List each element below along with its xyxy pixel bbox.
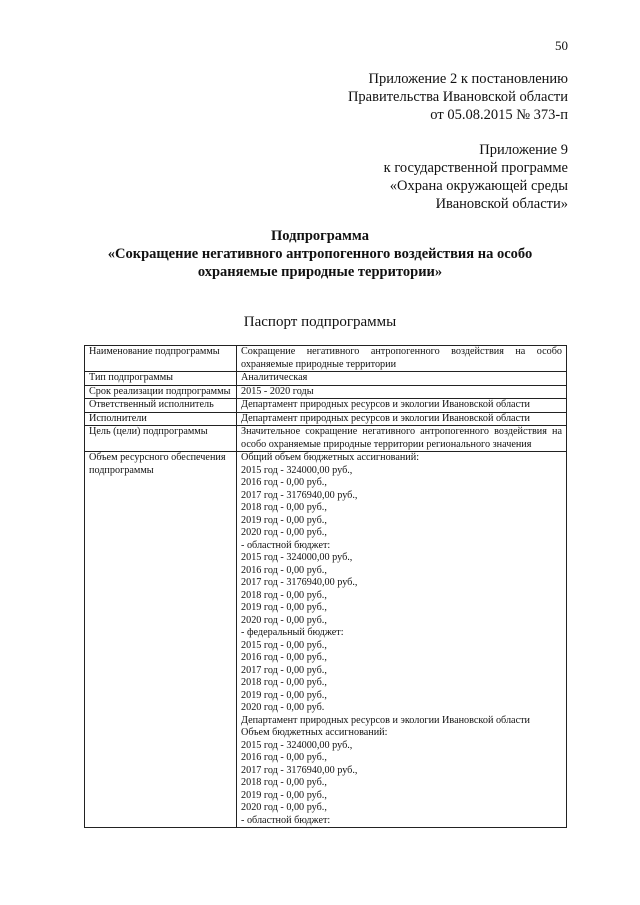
row-value: Сокращение негативного антропогенного воздействия на особо охраняемые природные территории (237, 346, 567, 372)
funding-line: Департамент природных ресурсов и экологии Ивановской области (241, 714, 530, 726)
funding-line: 2017 год - 3176940,00 руб., (241, 764, 358, 776)
funding-line: - областной бюджет: (241, 814, 331, 826)
funding-line: 2018 год - 0,00 руб., (241, 777, 327, 788)
row-label: Цель (цели) подпрограммы (85, 426, 237, 452)
appendix-program-line: «Охрана окружающей среды (389, 178, 568, 194)
table-row (85, 385, 567, 399)
funding-line: - областной бюджет: (241, 539, 331, 551)
title-line: Подпрограмма (271, 228, 369, 244)
funding-label: Объем ресурсного обеспечения подпрограммы (85, 452, 237, 828)
funding-line: Объем бюджетных ассигнований: (241, 727, 388, 738)
funding-line: 2017 год - 3176940,00 руб., (241, 577, 358, 588)
funding-line: 2017 год - 3176940,00 руб., (241, 489, 358, 501)
table-row (85, 426, 567, 452)
passport-table (84, 345, 567, 828)
funding-line: 2018 год - 0,00 руб., (241, 502, 327, 513)
funding-line: 2016 год - 0,00 руб., (241, 564, 327, 576)
appendix-decree-line: от 05.08.2015 № 373-п (430, 107, 568, 123)
funding-line: Общий объем бюджетных ассигнований: (241, 452, 420, 463)
appendix-program-line: к государственной программе (383, 160, 568, 176)
row-label: Наименование подпрограммы (85, 346, 237, 372)
funding-line: 2015 год - 324000,00 руб., (241, 464, 353, 476)
appendix-program-line: Приложение 9 (479, 142, 568, 158)
row-label: Исполнители (85, 412, 237, 426)
row-value: 2015 - 2020 годы (237, 385, 567, 399)
row-value: Аналитическая (237, 372, 567, 386)
row-label: Срок реализации подпрограммы (85, 385, 237, 399)
passport-heading: Паспорт подпрограммы (243, 314, 397, 330)
title-line: охраняемые природные территории» (197, 264, 443, 280)
funding-line: 2015 год - 324000,00 руб., (241, 739, 353, 751)
appendix-program-block (384, 141, 568, 213)
appendix-program-line: Ивановской области» (435, 196, 568, 212)
funding-line: 2020 год - 0,00 руб., (241, 527, 327, 538)
funding-line: 2015 год - 324000,00 руб., (241, 552, 353, 563)
funding-line: 2016 год - 0,00 руб., (241, 477, 327, 488)
funding-line: 2017 год - 0,00 руб., (241, 664, 327, 676)
table-row (85, 399, 567, 413)
table-row (85, 372, 567, 386)
title-line: «Сокращение негативного антропогенного воздействия на особо (107, 246, 533, 262)
row-label: Ответственный исполнитель (85, 399, 237, 413)
row-label: Тип подпрограммы (85, 372, 237, 386)
funding-line: 2018 год - 0,00 руб., (241, 589, 327, 601)
appendix-decree-block (348, 70, 568, 124)
funding-line: - федеральный бюджет: (241, 627, 344, 638)
row-value: Значительное сокращение негативного антропогенного воздействия на особо охраняемые природные территории регионального значения (237, 426, 567, 452)
funding-line: 2019 год - 0,00 руб., (241, 602, 327, 613)
appendix-decree-line: Приложение 2 к постановлению (368, 71, 568, 87)
row-value: Департамент природных ресурсов и экологии Ивановской области (237, 412, 567, 426)
funding-value (237, 452, 567, 828)
subprogram-title (60, 227, 580, 281)
funding-line: 2018 год - 0,00 руб., (241, 677, 327, 688)
funding-line: 2020 год - 0,00 руб., (241, 614, 327, 626)
funding-line: 2016 год - 0,00 руб., (241, 752, 327, 763)
funding-line: 2020 год - 0,00 руб. (241, 702, 325, 713)
funding-line: 2019 год - 0,00 руб., (241, 514, 327, 526)
table-row (85, 346, 567, 372)
table-row (85, 452, 567, 828)
table-row (85, 412, 567, 426)
funding-line: 2015 год - 0,00 руб., (241, 639, 327, 651)
funding-line: 2019 год - 0,00 руб., (241, 689, 327, 701)
appendix-decree-line: Правительства Ивановской области (347, 89, 568, 105)
funding-line: 2019 год - 0,00 руб., (241, 789, 327, 801)
page-number: 50 (555, 38, 568, 53)
row-value: Департамент природных ресурсов и экологии Ивановской области (237, 399, 567, 413)
funding-line: 2016 год - 0,00 руб., (241, 652, 327, 663)
funding-line: 2020 год - 0,00 руб., (241, 802, 327, 813)
